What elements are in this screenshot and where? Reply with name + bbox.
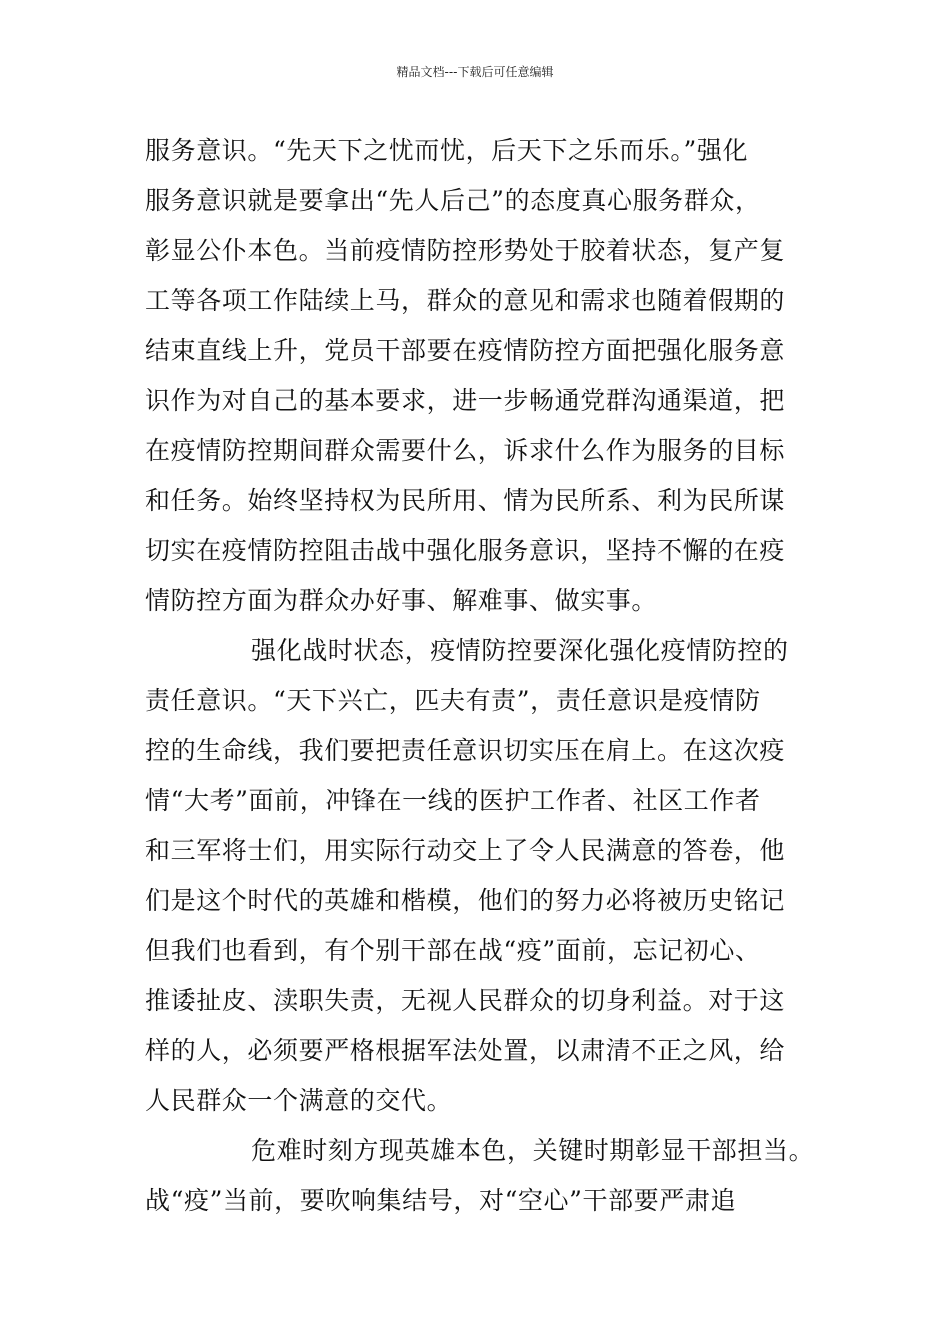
text-line: 服务意识。“先天下之忧而忧，后天下之乐而乐。”强化 [145, 136, 749, 165]
text-line: 在疫情防控期间群众需要什么，诉求什么作为服务的目标 [145, 436, 786, 465]
text-line: 和三军将士们，用实际行动交上了令人民满意的答卷，他 [145, 836, 786, 865]
text-line: 切实在疫情防控阻击战中强化服务意识，坚持不懈的在疫 [145, 536, 786, 565]
text-line: 控的生命线，我们要把责任意识切实压在肩上。在这次疫 [145, 736, 786, 765]
text-line: 服务意识就是要拿出“先人后己”的态度真心服务群众， [145, 186, 761, 215]
text-line: 识作为对自己的基本要求，进一步畅通党群沟通渠道，把 [145, 386, 786, 415]
text-line: 但我们也看到，有个别干部在战“疫”面前，忘记初心、 [145, 936, 761, 965]
text-line: 彰显公仆本色。当前疫情防控形势处于胶着状态，复产复 [145, 236, 786, 265]
text-line: 人民群众一个满意的交代。 [145, 1086, 453, 1115]
text-line: 责任意识。“天下兴亡，匹夫有责”，责任意识是疫情防 [145, 686, 761, 715]
text-line: 们是这个时代的英雄和楷模，他们的努力必将被历史铭记 [145, 886, 786, 915]
text-line: 推诿扯皮、渎职失责，无视人民群众的切身利益。对于这 [145, 986, 786, 1015]
text-line: 和任务。始终坚持权为民所用、情为民所系、利为民所谋 [145, 486, 786, 515]
text-line: 样的人，必须要严格根据军法处置，以肃清不正之风，给 [145, 1036, 786, 1065]
page-header: 精品文档---下载后可任意编辑 [396, 65, 554, 79]
paragraph-start-line: 危难时刻方现英雄本色，关键时期彰显干部担当。 [251, 1136, 815, 1165]
text-line: 战“疫”当前，要吹响集结号，对“空心”干部要严肃追 [145, 1186, 737, 1215]
body-text [145, 126, 825, 1226]
text-line: 情防控方面为群众办好事、解难事、做实事。 [145, 586, 658, 615]
text-line: 情“大考”面前，冲锋在一线的医护工作者、社区工作者 [145, 786, 761, 815]
paragraph-start-line: 强化战时状态，疫情防控要深化强化疫情防控的 [251, 636, 789, 665]
text-line: 工等各项工作陆续上马，群众的意见和需求也随着假期的 [145, 286, 786, 315]
text-line: 结束直线上升，党员干部要在疫情防控方面把强化服务意 [145, 336, 786, 365]
